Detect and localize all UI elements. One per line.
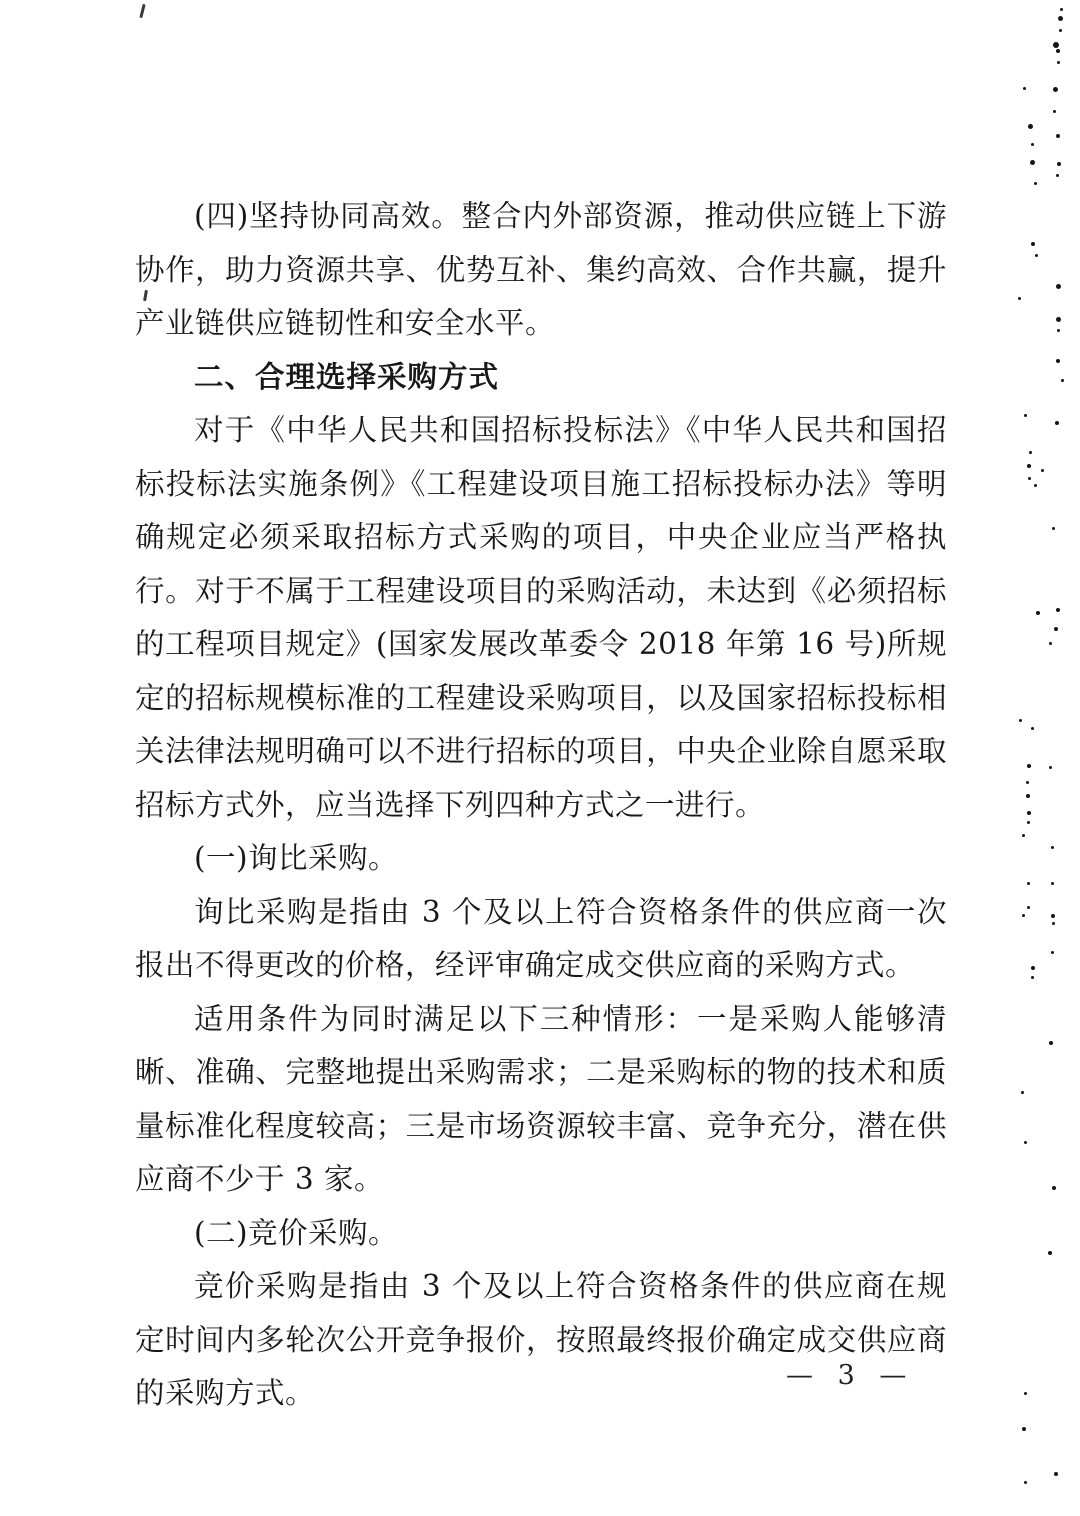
scan-speckle (1024, 1392, 1027, 1395)
scan-speckle (1034, 484, 1037, 487)
scan-speckle (1056, 317, 1061, 322)
scan-speckle (1057, 329, 1060, 332)
scan-speckle (1049, 1041, 1053, 1045)
scan-speckle (1024, 414, 1027, 417)
scan-speckle (1031, 143, 1034, 146)
paragraph-tendering-rules: 对于《中华人民共和国招标投标法》《中华人民共和国招标投标法实施条例》《工程建设项目施工招标投标办法》等明确规定必须采取招标方式采购的项目，中央企业应当严格执行。对于不属于工程建设项目的采购活动，未达到《必须招标的工程项目规定》(国家发展改革委令 2018 年第 16 号)所规定的招标规模标准的工程建设采购项目，以及国家招标投标相关法律法规明确可以不进行招标的项目，中央企业除自愿采取招标方式外，应当选择下列四种方式之一进行。 (135, 413, 947, 822)
scan-speckle (1052, 1186, 1056, 1190)
scan-speckle (1061, 379, 1064, 382)
scan-speckle (1051, 914, 1055, 918)
scan-speckle (1034, 182, 1037, 185)
scan-speckle (1027, 882, 1030, 885)
scan-speckle (1024, 1141, 1027, 1144)
scan-speckle (1024, 1481, 1027, 1484)
scan-speckle (1054, 627, 1058, 631)
scan-speckle (1029, 451, 1032, 454)
scan-speckle (1056, 608, 1060, 612)
scan-speckle (1051, 951, 1054, 954)
scan-speckle (1030, 160, 1035, 165)
scan-speckle (1036, 611, 1040, 615)
scan-speckle (1018, 297, 1021, 300)
scan-speckle (1059, 29, 1062, 32)
scan-speckle (1053, 110, 1056, 113)
scan-speckle (1031, 976, 1034, 979)
scan-speckle (1058, 16, 1063, 21)
scan-speckle (1056, 359, 1060, 363)
scan-speckle (1022, 834, 1025, 837)
subheading-inquiry-procurement: (一)询比采购。 (194, 841, 399, 875)
scan-speckle (1049, 766, 1052, 769)
scan-speckle (1056, 174, 1059, 177)
scan-speckle (1027, 811, 1031, 815)
scan-speckle (1057, 61, 1060, 64)
scan-speckle (1048, 1251, 1052, 1255)
scan-speckle (1053, 87, 1058, 92)
scan-speckle (1054, 1472, 1058, 1476)
scan-speckle (1022, 1427, 1026, 1431)
scan-speckle (1035, 254, 1038, 257)
scan-speckle (1053, 42, 1059, 48)
paragraph-inquiry-conditions: 适用条件为同时满足以下三种情形：一是采购人能够清晰、准确、完整地提出采购需求；二是采购标的物的技术和质量标准化程度较高；三是市场资源较丰富、竞争充分，潜在供应商不少于 3 家。 (135, 1001, 947, 1196)
page-number: — 3 — (786, 1360, 915, 1391)
paragraph-inquiry-definition: 询比采购是指由 3 个及以上符合资格条件的供应商一次报出不得更改的价格，经评审确定成交供应商的采购方式。 (135, 894, 947, 982)
paragraph-principle-4: (四)坚持协同高效。整合内外部资源，推动供应链上下游协作，助力资源共享、优势互补、集约高效、合作共赢，提升产业链供应链韧性和安全水平。 (135, 199, 947, 340)
scan-speckle (1041, 469, 1044, 472)
scan-speckle (1027, 464, 1031, 468)
scan-speckle (1056, 134, 1060, 138)
scan-mark (139, 4, 145, 18)
scan-speckle (1056, 284, 1061, 289)
scan-speckle (1027, 906, 1030, 909)
scan-speckle (1019, 719, 1022, 722)
scan-speckle (1056, 49, 1060, 53)
scan-speckle (1049, 642, 1052, 645)
scan-speckle (1028, 124, 1033, 129)
scan-speckle (1031, 727, 1034, 730)
scan-speckle (1060, 8, 1063, 11)
scan-speckle (1022, 914, 1025, 917)
scan-speckle (1026, 781, 1029, 784)
scan-speckle (1051, 846, 1054, 849)
scan-speckle (1027, 764, 1031, 768)
scan-speckle (1023, 87, 1026, 90)
scan-speckle (1057, 162, 1061, 166)
scan-speckle (1055, 421, 1059, 425)
scan-speckle (1021, 1091, 1024, 1094)
scan-speckle (1051, 882, 1054, 885)
section-heading-2: 二、合理选择采购方式 (194, 359, 500, 394)
scan-speckle (1031, 966, 1035, 970)
paragraph-bidding-definition: 竞价采购是指由 3 个及以上符合资格条件的供应商在规定时间内多轮次公开竞争报价，按照最终报价确定成交供应商的采购方式。 (135, 1269, 947, 1410)
scan-speckle (1026, 794, 1030, 798)
subheading-bidding-procurement: (二)竞价采购。 (194, 1215, 399, 1250)
scan-speckle (1028, 477, 1031, 480)
scan-speckle (1031, 242, 1035, 246)
scan-speckle (1052, 527, 1055, 530)
scan-speckle (1027, 821, 1030, 824)
document-body (135, 190, 947, 1421)
scan-speckle (1052, 922, 1055, 925)
